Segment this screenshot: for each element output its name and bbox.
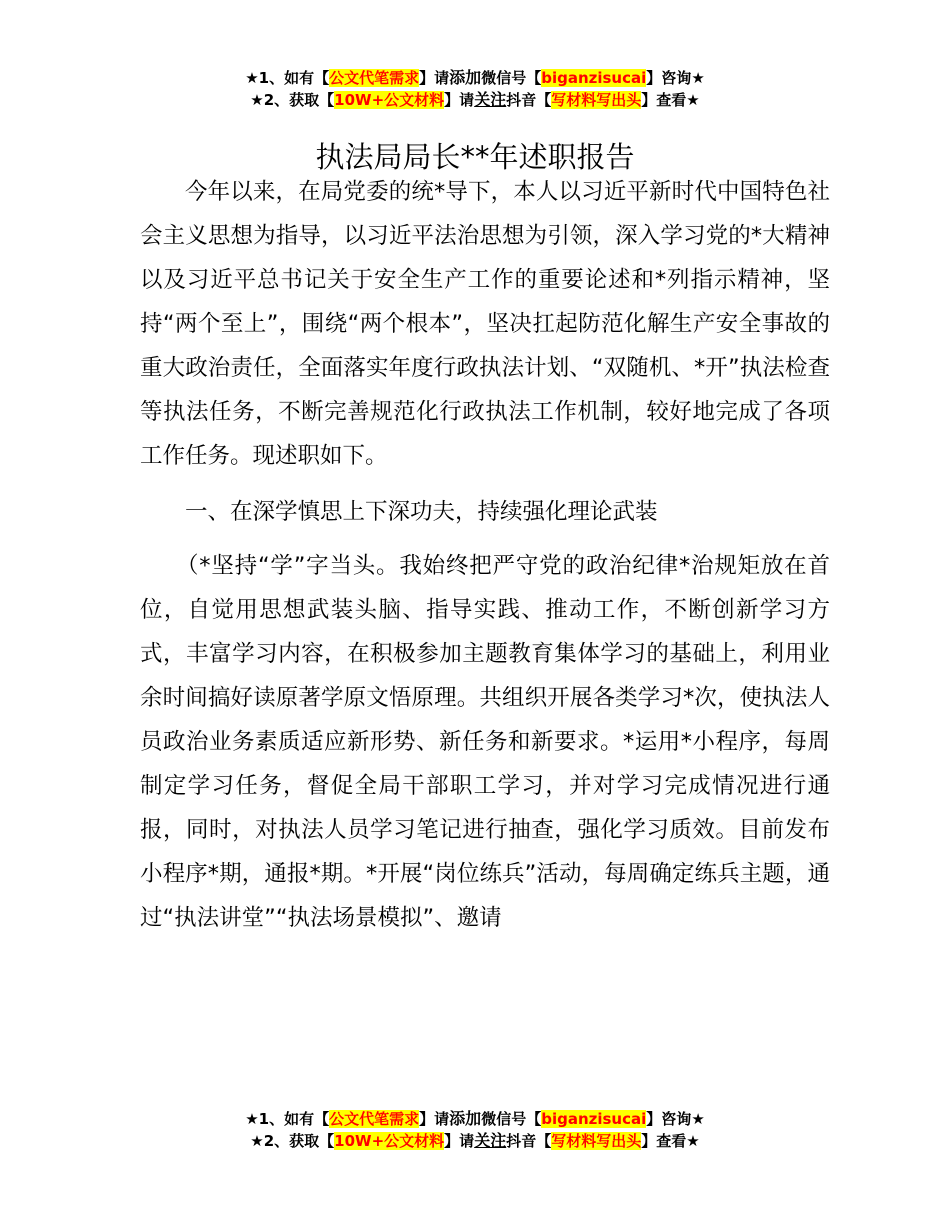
bracket-close: 】	[444, 91, 460, 109]
banner-text: 请	[459, 91, 475, 109]
bracket-close: 】	[419, 1110, 435, 1128]
banner-text: 抖音	[506, 1132, 537, 1150]
document-body	[140, 170, 830, 940]
document-title: 执法局局长**年述职报告	[315, 140, 635, 175]
bracket-open: 【	[319, 91, 335, 109]
banner-highlight: biganzisucai	[541, 1110, 647, 1128]
banner-emphasis: 添加	[449, 1109, 482, 1128]
banner-text: 1、如有	[258, 1110, 315, 1128]
banner-emphasis: 关注	[474, 1131, 507, 1150]
banner-text: 请	[459, 1132, 475, 1150]
banner-text: 请	[434, 69, 450, 87]
header-banner	[0, 67, 950, 111]
banner-emphasis: 关注	[474, 90, 507, 109]
bracket-close: 】	[641, 1132, 657, 1150]
paragraph-intro: 今年以来，在局党委的统*导下，本人以习近平新时代中国特色社会主义思想为指导，以习近平法治思想为引领，深入学习党的*大精神以及习近平总书记关于安全生产工作的重要论述和*列指示精神，坚持“两个至上”，围绕“两个根本”，坚决扛起防范化解生产安全事故的重大政治责任，全面落实年度行政执法计划、“双随机、*开”执法检查等执法任务，不断完善规范化行政执法工作机制，较好地完成了各项工作任务。现述职如下。	[140, 179, 830, 469]
star-icon: ★	[691, 69, 705, 87]
banner-text: 1、如有	[258, 69, 315, 87]
bracket-open: 【	[314, 1110, 330, 1128]
bracket-close: 】	[646, 1110, 662, 1128]
banner-highlight: 公文代笔需求	[329, 1110, 420, 1128]
bracket-close: 】	[641, 91, 657, 109]
banner-highlight: 公文代笔需求	[329, 69, 420, 87]
footer-banner	[0, 1108, 950, 1152]
banner-highlight: 10W+公文材料	[334, 91, 445, 109]
banner-text: 微信号	[481, 69, 527, 87]
bracket-open: 【	[314, 69, 330, 87]
bracket-open: 【	[536, 1132, 552, 1150]
star-icon: ★	[245, 69, 259, 87]
banner-text: 查看	[656, 91, 687, 109]
banner-line-2	[0, 1130, 950, 1152]
banner-text: 咨询	[661, 1110, 692, 1128]
banner-highlight: 10W+公文材料	[334, 1132, 445, 1150]
banner-text: 抖音	[506, 91, 537, 109]
bracket-close: 】	[444, 1132, 460, 1150]
bracket-open: 【	[526, 69, 542, 87]
bracket-open: 【	[526, 1110, 542, 1128]
star-icon: ★	[686, 1132, 700, 1150]
banner-line-2	[0, 89, 950, 111]
banner-line-1	[0, 67, 950, 89]
banner-text: 请	[434, 1110, 450, 1128]
paragraph-study: （*坚持“学”字当头。我始终把严守党的政治纪律*治规矩放在首位，自觉用思想武装头脑、指导实践、推动工作，不断创新学习方式，丰富学习内容，在积极参加主题教育集体学习的基础上，利用业余时间搞好读原著学原文悟原理。共组织开展各类学习*次，使执法人员政治业务素质适应新形势、新任务和新要求。*运用*小程序，每周制定学习任务，督促全局干部职工学习，并对学习完成情况进行通报，同时，对执法人员学习笔记进行抽查，强化学习质效。目前发布小程序*期，通报*期。*开展“岗位练兵”活动，每周确定练兵主题，通过“执法讲堂”“执法场景模拟”、邀请	[140, 553, 830, 931]
star-icon: ★	[686, 91, 700, 109]
banner-text: 查看	[656, 1132, 687, 1150]
banner-highlight: 写材料写出头	[551, 1132, 642, 1150]
section-heading: 一、在深学慎思上下深功夫，持续强化理论武装	[185, 499, 658, 525]
banner-text: 咨询	[661, 69, 692, 87]
bracket-close: 】	[646, 69, 662, 87]
banner-text: 2、获取	[263, 1132, 320, 1150]
star-icon: ★	[250, 1132, 264, 1150]
bracket-open: 【	[319, 1132, 335, 1150]
star-icon: ★	[245, 1110, 259, 1128]
star-icon: ★	[250, 91, 264, 109]
banner-text: 微信号	[481, 1110, 527, 1128]
banner-line-1	[0, 1108, 950, 1130]
star-icon: ★	[691, 1110, 705, 1128]
bracket-close: 】	[419, 69, 435, 87]
banner-highlight: 写材料写出头	[551, 91, 642, 109]
bracket-open: 【	[536, 91, 552, 109]
banner-highlight: biganzisucai	[541, 69, 647, 87]
banner-text: 2、获取	[263, 91, 320, 109]
banner-emphasis: 添加	[449, 68, 482, 87]
